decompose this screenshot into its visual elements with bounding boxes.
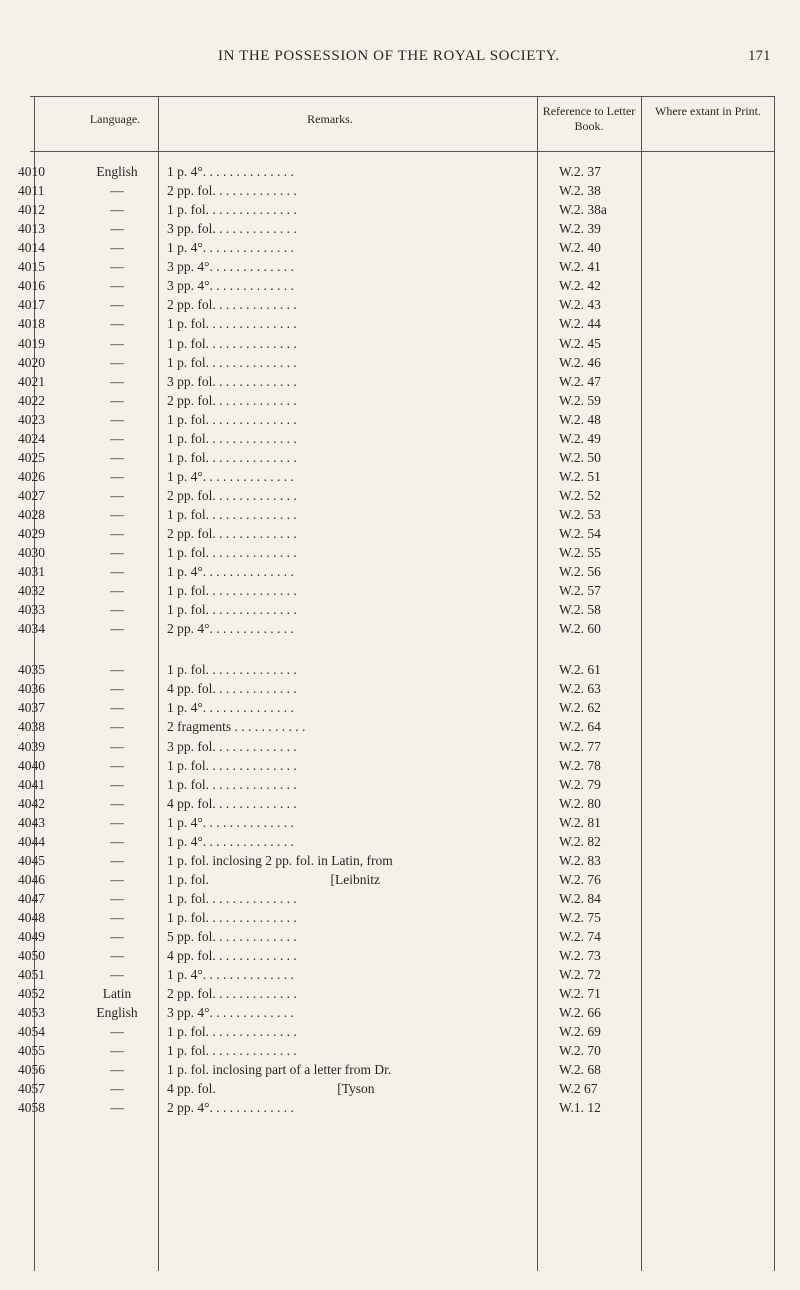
entry-number: 4032 xyxy=(18,583,45,599)
remarks-cell: 4 pp. fol. . . . . . . . . . . . . xyxy=(167,795,297,811)
reference-cell: W.2. 37 xyxy=(559,164,601,179)
table-row xyxy=(18,889,775,908)
remarks-cell: 1 p. fol. . . . . . . . . . . . . . xyxy=(167,545,297,560)
remarks-cell: 2 fragments . . . . . . . . . . . xyxy=(167,719,306,735)
language-cell: — xyxy=(110,297,124,313)
remarks-cell: 1 p. fol. . . . . . . . . . . . . . xyxy=(167,909,297,925)
remarks-cell: 2 pp. 4°. . . . . . . . . . . . . xyxy=(167,1100,294,1116)
table-row xyxy=(18,257,775,276)
entry-number: 4024 xyxy=(18,430,45,446)
language-cell: — xyxy=(110,795,124,811)
table-row xyxy=(18,372,775,391)
table-row xyxy=(18,679,775,698)
entry-number: 4022 xyxy=(18,392,45,408)
remarks-cell: 1 p. fol. . . . . . . . . . . . . . xyxy=(167,316,297,332)
table-row xyxy=(18,600,775,619)
reference-cell: W.2. 47 xyxy=(559,373,601,389)
remarks-cell: 1 p. fol. . . . . . . . . . . . . . xyxy=(167,506,297,522)
reference-cell: W.2. 48 xyxy=(559,411,601,427)
remarks-cell: 1 p. fol. . . . . . . . . . . . . . xyxy=(167,776,297,792)
remarks-cell: 1 p. fol. . . . . . . . . . . . . . xyxy=(167,354,297,370)
entry-number: 4057 xyxy=(18,1081,45,1097)
remarks-cell: 3 pp. 4°. . . . . . . . . . . . . xyxy=(167,278,294,294)
remarks-cell: 1 p. 4°. . . . . . . . . . . . . . xyxy=(167,164,294,179)
entry-number: 4040 xyxy=(18,757,45,773)
reference-cell: W.2. 42 xyxy=(559,278,601,294)
language-cell: — xyxy=(110,202,124,218)
remarks-cell: 1 p. 4°. . . . . . . . . . . . . . xyxy=(167,240,294,256)
language-cell: — xyxy=(110,890,124,906)
remarks-cell: 1 p. 4°. . . . . . . . . . . . . . xyxy=(167,468,294,484)
table-row xyxy=(18,467,775,486)
entry-number: 4043 xyxy=(18,814,45,830)
language-cell: — xyxy=(110,967,124,983)
language-cell: — xyxy=(110,392,124,408)
language-cell: — xyxy=(110,814,124,830)
language-cell: — xyxy=(110,929,124,944)
reference-cell: W.2. 41 xyxy=(559,259,601,275)
reference-cell: W.2. 78 xyxy=(559,757,601,773)
header-bottom-rule xyxy=(30,151,775,152)
entry-number: 4039 xyxy=(18,738,45,754)
remarks-cell: 1 p. fol. . . . . . . . . . . . . . xyxy=(167,335,297,351)
reference-cell: W.2. 82 xyxy=(559,833,601,849)
table-row xyxy=(18,410,775,429)
reference-cell: W.2. 60 xyxy=(559,621,601,637)
language-cell: — xyxy=(110,1081,124,1097)
entry-number: 4049 xyxy=(18,929,45,944)
remarks-cell: 1 p. fol. . . . . . . . . . . . . . xyxy=(167,411,297,427)
table-row xyxy=(18,698,775,717)
remarks-cell: 1 p. fol. inclosing part of a letter from Dr. xyxy=(167,1062,392,1078)
remarks-cell: 3 pp. fol. . . . . . . . . . . . . xyxy=(167,221,297,237)
table-row xyxy=(18,543,775,562)
table-row xyxy=(18,1079,775,1098)
entry-number: 4028 xyxy=(18,506,45,522)
language-cell: — xyxy=(110,583,124,599)
entry-number: 4033 xyxy=(18,602,45,618)
reference-cell: W.2. 38 xyxy=(559,183,601,198)
language-cell: — xyxy=(110,430,124,446)
language-cell: — xyxy=(110,373,124,389)
table-row xyxy=(18,946,775,965)
table-row xyxy=(18,524,775,543)
language-cell: — xyxy=(110,833,124,849)
reference-cell: W.2. 45 xyxy=(559,335,601,351)
table-row xyxy=(18,794,775,813)
reference-cell: W.2. 54 xyxy=(559,525,601,541)
table-top-rule xyxy=(30,96,775,97)
table-row xyxy=(18,162,775,181)
language-cell: — xyxy=(110,449,124,465)
reference-cell: W.2. 51 xyxy=(559,468,601,484)
reference-cell: W.2. 75 xyxy=(559,909,601,925)
header-language: Language. xyxy=(89,112,141,126)
language-cell: — xyxy=(110,1062,124,1078)
language-cell: — xyxy=(110,719,124,735)
table-row xyxy=(18,314,775,333)
remarks-cell: 3 pp. fol. . . . . . . . . . . . . xyxy=(167,373,297,389)
remarks-cell: 1 p. 4°. . . . . . . . . . . . . . xyxy=(167,814,294,830)
reference-cell: W.2. 69 xyxy=(559,1024,601,1040)
entry-number: 4023 xyxy=(18,411,45,427)
entry-number: 4014 xyxy=(18,240,45,256)
language-cell: — xyxy=(110,259,124,275)
table-row xyxy=(18,562,775,581)
table-row xyxy=(18,1060,775,1079)
page-number: 171 xyxy=(748,48,771,64)
reference-cell: W.2. 52 xyxy=(559,487,601,503)
entry-number: 4052 xyxy=(18,986,45,1002)
remarks-cell: 4 pp. fol. . . . . . . . . . . . . xyxy=(167,948,297,963)
table-row xyxy=(18,775,775,794)
language-cell: — xyxy=(110,1100,124,1116)
entry-number: 4021 xyxy=(18,373,45,389)
table-row xyxy=(18,717,775,736)
running-head: IN THE POSSESSION OF THE ROYAL SOCIETY. xyxy=(218,48,560,64)
table-row xyxy=(18,870,775,889)
entry-number: 4044 xyxy=(18,833,45,849)
remarks-cell: 1 p. fol. . . . . . . . . . . . . . xyxy=(167,1024,297,1040)
language-cell: — xyxy=(110,662,124,678)
table-row xyxy=(18,1022,775,1041)
reference-cell: W.2. 73 xyxy=(559,948,601,963)
table-row xyxy=(18,391,775,410)
table-row xyxy=(18,505,775,524)
remarks-cell: 5 pp. fol. . . . . . . . . . . . . xyxy=(167,929,297,944)
entry-number: 4045 xyxy=(18,852,45,868)
entry-number: 4037 xyxy=(18,700,45,716)
table-row xyxy=(18,832,775,851)
language-cell: English xyxy=(96,164,138,179)
entry-number: 4041 xyxy=(18,776,45,792)
table-row xyxy=(18,295,775,314)
table-row xyxy=(18,660,775,679)
reference-cell: W.1. 12 xyxy=(559,1100,601,1116)
header-remarks: Remarks. xyxy=(307,112,353,126)
table-row xyxy=(18,219,775,238)
entry-number: 4019 xyxy=(18,335,45,351)
remarks-cell: 1 p. fol. . . . . . . . . . . . . . xyxy=(167,430,297,446)
language-cell: — xyxy=(110,221,124,237)
table-row xyxy=(18,238,775,257)
remarks-cell: 2 pp. fol. . . . . . . . . . . . . xyxy=(167,392,297,408)
remarks-cell: 4 pp. fol. . . . . . . . . . . . . xyxy=(167,681,297,697)
table-row xyxy=(18,927,775,946)
language-cell: — xyxy=(110,411,124,427)
reference-cell: W.2. 38a xyxy=(559,202,607,218)
language-cell: — xyxy=(110,776,124,792)
table-row xyxy=(18,581,775,600)
table-row xyxy=(18,1098,775,1117)
reference-cell: W.2. 57 xyxy=(559,583,601,599)
language-cell: — xyxy=(110,316,124,332)
entry-number: 4053 xyxy=(18,1005,45,1021)
entry-number: 4011 xyxy=(18,183,45,198)
reference-cell: W.2. 77 xyxy=(559,738,601,754)
table-row xyxy=(18,965,775,984)
remarks-cell: 1 p. 4°. . . . . . . . . . . . . . xyxy=(167,700,294,716)
entry-number: 4016 xyxy=(18,278,45,294)
table-row xyxy=(18,756,775,775)
entry-number: 4056 xyxy=(18,1062,45,1078)
reference-cell: W.2. 64 xyxy=(559,719,601,735)
entry-number: 4054 xyxy=(18,1024,45,1040)
remarks-cell: 3 pp. fol. . . . . . . . . . . . . xyxy=(167,738,297,754)
table-row xyxy=(18,181,775,200)
table-row xyxy=(18,353,775,372)
reference-cell: W.2. 53 xyxy=(559,506,601,522)
language-cell: — xyxy=(110,564,124,580)
table-row xyxy=(18,851,775,870)
language-cell: — xyxy=(110,948,124,963)
language-cell: English xyxy=(96,1005,138,1021)
remarks-cell: 1 p. 4°. . . . . . . . . . . . . . xyxy=(167,967,294,983)
language-cell: — xyxy=(110,335,124,351)
remarks-cell: 2 pp. fol. . . . . . . . . . . . . xyxy=(167,986,297,1002)
table-row xyxy=(18,429,775,448)
language-cell: — xyxy=(110,354,124,370)
entry-number: 4015 xyxy=(18,259,45,275)
entry-number: 4018 xyxy=(18,316,45,332)
reference-cell: W.2. 74 xyxy=(559,929,601,944)
reference-cell: W.2. 62 xyxy=(559,700,601,716)
entry-number: 4020 xyxy=(18,354,45,370)
reference-cell: W.2. 56 xyxy=(559,564,601,580)
language-cell: — xyxy=(110,738,124,754)
table-row xyxy=(18,737,775,756)
language-cell: — xyxy=(110,240,124,256)
reference-cell: W.2. 61 xyxy=(559,662,601,678)
reference-cell: W.2. 79 xyxy=(559,776,601,792)
remarks-cell: 1 p. fol. . . . . . . . . . . . . . xyxy=(167,757,297,773)
language-cell: — xyxy=(110,468,124,484)
table-row xyxy=(18,908,775,927)
reference-cell: W.2. 71 xyxy=(559,986,601,1002)
language-cell: — xyxy=(110,700,124,716)
reference-cell: W.2. 46 xyxy=(559,354,601,370)
language-cell: — xyxy=(110,545,124,560)
reference-cell: W.2. 80 xyxy=(559,795,601,811)
language-cell: — xyxy=(110,487,124,503)
language-cell: — xyxy=(110,757,124,773)
table-row xyxy=(18,1003,775,1022)
reference-cell: W.2. 58 xyxy=(559,602,601,618)
remarks-cell: 2 pp. fol. . . . . . . . . . . . . xyxy=(167,297,297,313)
entry-number: 4050 xyxy=(18,948,45,963)
language-cell: — xyxy=(110,278,124,294)
remarks-cell: 1 p. fol. . . . . . . . . . . . . . xyxy=(167,202,297,218)
entry-number: 4017 xyxy=(18,297,45,313)
reference-cell: W.2. 72 xyxy=(559,967,601,983)
entry-number: 4038 xyxy=(18,719,45,735)
language-cell: — xyxy=(110,183,124,198)
language-cell: — xyxy=(110,602,124,618)
reference-cell: W.2. 44 xyxy=(559,316,601,332)
entry-number: 4042 xyxy=(18,795,45,811)
entry-number: 4027 xyxy=(18,487,45,503)
entry-number: 4051 xyxy=(18,967,45,983)
reference-cell: W.2. 39 xyxy=(559,221,601,237)
entry-number: 4034 xyxy=(18,621,45,637)
entry-number: 4058 xyxy=(18,1100,45,1116)
remarks-cell: 2 pp. 4°. . . . . . . . . . . . . xyxy=(167,621,294,637)
entry-number: 4026 xyxy=(18,468,45,484)
remarks-cell: 2 pp. fol. . . . . . . . . . . . . xyxy=(167,525,297,541)
entry-number: 4031 xyxy=(18,564,45,580)
remarks-cell: 1 p. fol. . . . . . . . . . . . . . xyxy=(167,602,297,618)
remarks-cell: 1 p. fol. inclosing 2 pp. fol. in Latin, from xyxy=(167,852,393,868)
table-row xyxy=(18,1041,775,1060)
reference-cell: W.2. 43 xyxy=(559,297,601,313)
reference-cell: W.2. 50 xyxy=(559,449,601,465)
entry-number: 4010 xyxy=(18,164,45,179)
reference-cell: W.2. 84 xyxy=(559,890,601,906)
entry-number: 4048 xyxy=(18,909,45,925)
reference-cell: W.2. 83 xyxy=(559,852,601,868)
language-cell: — xyxy=(110,525,124,541)
remarks-cell: 2 pp. fol. . . . . . . . . . . . . xyxy=(167,487,297,503)
language-cell: — xyxy=(110,871,124,887)
remarks-cell: 1 p. fol. . . . . . . . . . . . . . xyxy=(167,890,297,906)
reference-cell: W.2. 76 xyxy=(559,871,601,887)
remarks-cell: 1 p. fol. . . . . . . . . . . . . . xyxy=(167,449,297,465)
remarks-cell: 1 p. fol. . . . . . . . . . . . . . xyxy=(167,1043,297,1059)
entry-number: 4013 xyxy=(18,221,45,237)
table-row xyxy=(18,486,775,505)
language-cell: — xyxy=(110,909,124,925)
reference-cell: W.2. 70 xyxy=(559,1043,601,1059)
table-row xyxy=(18,448,775,467)
remarks-cell: 1 p. fol. . . . . . . . . . . . . . xyxy=(167,583,297,599)
language-cell: — xyxy=(110,681,124,697)
page-header xyxy=(0,0,800,86)
remarks-cell: 1 p. fol. . . . . . . . . . . . . . xyxy=(167,662,297,678)
reference-cell: W.2. 40 xyxy=(559,240,601,256)
reference-cell: W.2. 81 xyxy=(559,814,601,830)
entry-number: 4035 xyxy=(18,662,45,678)
header-print: Where extant in Print. xyxy=(655,104,761,118)
table-row xyxy=(18,984,775,1003)
remarks-cell: 1 p. 4°. . . . . . . . . . . . . . xyxy=(167,833,294,849)
reference-cell: W.2. 68 xyxy=(559,1062,601,1078)
entry-number: 4025 xyxy=(18,449,45,465)
table-row xyxy=(18,619,775,638)
language-cell: — xyxy=(110,1024,124,1040)
table-row xyxy=(18,276,775,295)
reference-cell: W.2. 49 xyxy=(559,430,601,446)
entry-number: 4055 xyxy=(18,1043,45,1059)
remarks-cell: 1 p. fol. [Leibnitz xyxy=(167,871,380,887)
reference-cell: W.2. 66 xyxy=(559,1005,601,1021)
reference-cell: W.2 67 xyxy=(559,1081,598,1097)
entry-number: 4047 xyxy=(18,890,45,906)
language-cell: — xyxy=(110,621,124,637)
language-cell: — xyxy=(110,1043,124,1059)
reference-cell: W.2. 55 xyxy=(559,545,601,560)
entry-number: 4036 xyxy=(18,681,45,697)
language-cell: — xyxy=(110,852,124,868)
table-row xyxy=(18,334,775,353)
entry-number: 4012 xyxy=(18,202,45,218)
language-cell: Latin xyxy=(102,986,132,1002)
remarks-cell: 3 pp. 4°. . . . . . . . . . . . . xyxy=(167,1005,294,1021)
remarks-cell: 4 pp. fol. [Tyson xyxy=(167,1081,375,1097)
table-row xyxy=(18,200,775,219)
remarks-cell: 3 pp. 4°. . . . . . . . . . . . . xyxy=(167,259,294,275)
reference-cell: W.2. 59 xyxy=(559,392,601,408)
remarks-cell: 1 p. 4°. . . . . . . . . . . . . . xyxy=(167,564,294,580)
header-reference: Reference to Letter Book. xyxy=(542,104,636,133)
entry-number: 4046 xyxy=(18,871,45,887)
table-row xyxy=(18,813,775,832)
entry-number: 4030 xyxy=(18,545,45,560)
entry-number: 4029 xyxy=(18,525,45,541)
reference-cell: W.2. 63 xyxy=(559,681,601,697)
language-cell: — xyxy=(110,506,124,522)
remarks-cell: 2 pp. fol. . . . . . . . . . . . . xyxy=(167,183,297,198)
